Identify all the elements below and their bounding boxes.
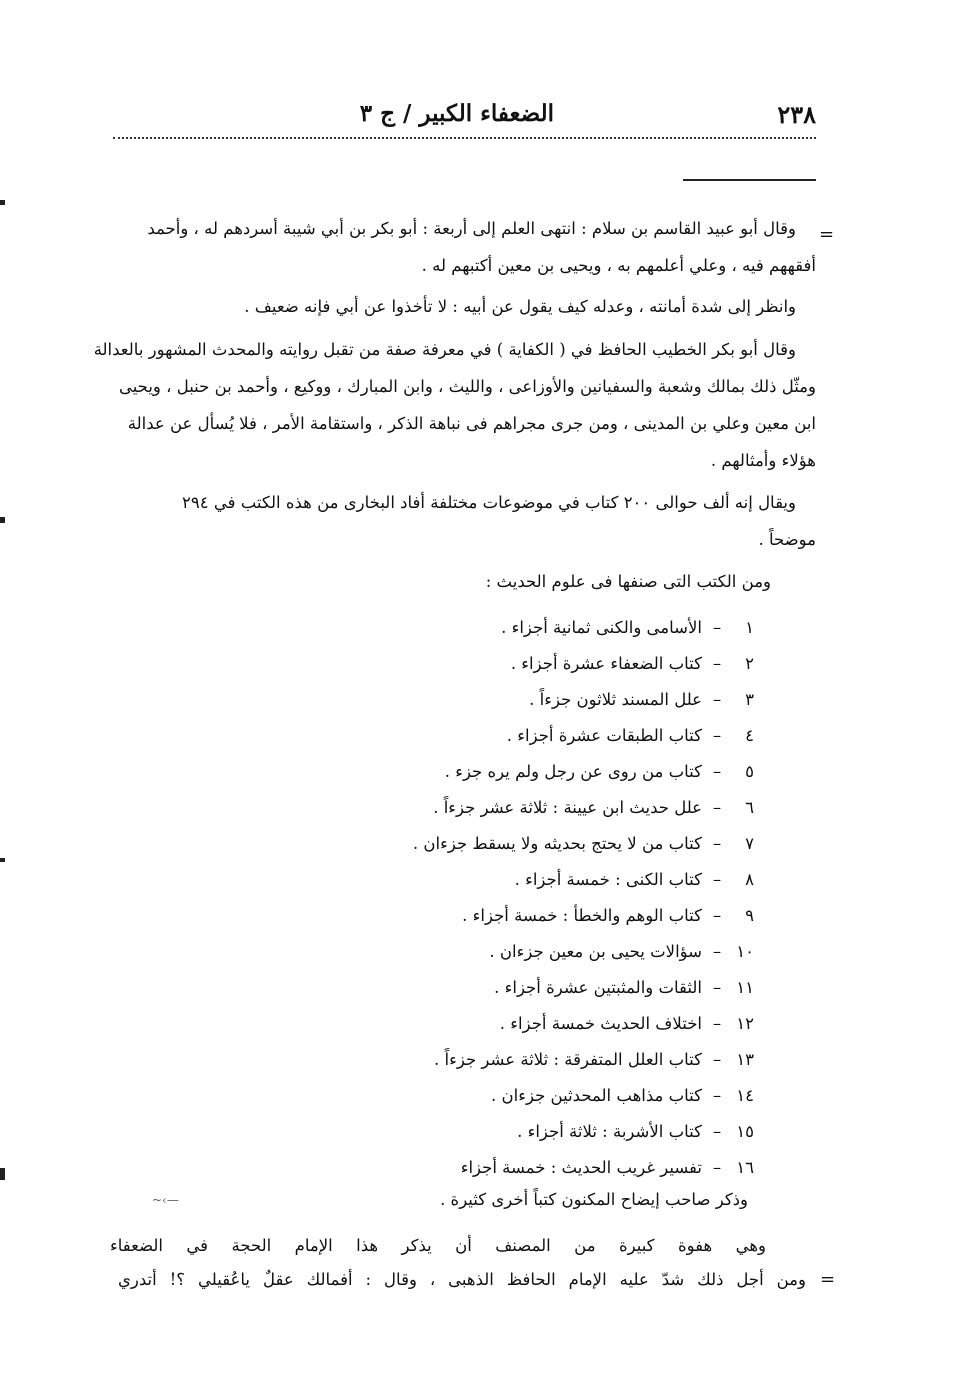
book-title-entry: كتاب الوهم والخطأ : خمسة أجزاء . bbox=[462, 906, 702, 925]
list-dash: – bbox=[712, 690, 722, 709]
book-number: ٢ bbox=[745, 654, 754, 673]
list-dash: – bbox=[712, 762, 722, 781]
book-number: ١٥ bbox=[736, 1122, 754, 1141]
book-number: ١٢ bbox=[736, 1014, 754, 1033]
list-dash: – bbox=[712, 942, 722, 961]
list-dash: – bbox=[712, 870, 722, 889]
book-list-item bbox=[445, 762, 754, 781]
scan-edge-mark bbox=[0, 517, 5, 523]
book-title-entry: الأسامى والكنى ثمانية أجزاء . bbox=[501, 618, 702, 637]
book-list-item bbox=[494, 978, 754, 997]
book-number: ٥ bbox=[745, 762, 754, 781]
book-list-item bbox=[491, 1086, 754, 1105]
list-dash: – bbox=[712, 1086, 722, 1105]
list-dash: – bbox=[712, 1158, 722, 1177]
book-number: ١٤ bbox=[736, 1086, 754, 1105]
book-list-item bbox=[434, 1050, 754, 1069]
book-number: ١ bbox=[745, 618, 754, 637]
continuation-mark-end: = bbox=[820, 1269, 836, 1290]
book-title-entry: علل المسند ثلاثون جزءاً . bbox=[529, 690, 702, 709]
book-list-item bbox=[413, 834, 754, 853]
book-list-item bbox=[507, 726, 754, 745]
book-list-item bbox=[489, 942, 754, 961]
book-title-entry: كتاب العلل المتفرقة : ثلاثة عشر جزءاً . bbox=[434, 1050, 702, 1069]
paragraph-line: وقال أبو عبيد القاسم بن سلام : انتهى العلم إلى أربعة : أبو بكر بن أبي شيبة أسردهم له ، وأحمد bbox=[147, 219, 796, 238]
book-title-entry: كتاب من لا يحتج بحديثه ولا يسقط جزءان . bbox=[412, 834, 702, 853]
book-number: ١٠ bbox=[736, 942, 754, 961]
book-number: ٤ bbox=[745, 726, 754, 745]
book-number: ١٣ bbox=[736, 1050, 754, 1069]
book-title-entry: تفسير غريب الحديث : خمسة أجزاء bbox=[460, 1158, 702, 1177]
book-list-item bbox=[462, 906, 754, 925]
list-dash: – bbox=[712, 906, 722, 925]
book-list-item bbox=[433, 798, 754, 817]
paragraph-line: ومثّل ذلك بمالك وشعبة والسفيانين والأوزاعى ، والليث ، وابن المبارك ، ووكيع ، وأحمد بن حنبل ، ويحيى bbox=[118, 377, 816, 396]
list-dash: – bbox=[712, 1122, 722, 1141]
paragraph-line: ويقال إنه ألف حوالى ٢٠٠ كتاب في موضوعات مختلفة أفاد البخارى من هذه الكتب في ٢٩٤ bbox=[181, 493, 796, 512]
book-title-entry: كتاب الكنى : خمسة أجزاء . bbox=[514, 870, 702, 889]
book-title: الضعفاء الكبير / ج ٣ bbox=[359, 100, 554, 127]
book-list-item bbox=[515, 870, 754, 889]
book-title-entry: الثقات والمثبتين عشرة أجزاء . bbox=[494, 978, 702, 997]
book-number: ١١ bbox=[736, 978, 754, 997]
paragraph-line: ومن أجل ذلك شدّ عليه الإمام الحافظ الذهبى ، وقال : أفمالك عقلٌ ياعُقيلي ؟! أتدري bbox=[118, 1270, 806, 1289]
book-number: ٨ bbox=[745, 870, 754, 889]
book-list-item bbox=[517, 1122, 754, 1141]
paragraph-line: موضحاً . bbox=[758, 530, 816, 549]
list-dash: – bbox=[712, 726, 722, 745]
paragraph-line: هؤلاء وأمثالهم . bbox=[710, 451, 816, 470]
paragraph-line: وهي هفوة كبيرة من المصنف أن يذكر هذا الإمام الحجة في الضعفاء bbox=[110, 1236, 766, 1255]
book-title-entry: علل حديث ابن عيينة : ثلاثة عشر جزءاً . bbox=[433, 798, 702, 817]
paragraph-line: وذكر صاحب إيضاح المكنون كتباً أخرى كثيرة . bbox=[440, 1190, 748, 1209]
book-number: ٦ bbox=[745, 798, 754, 817]
book-number: ٧ bbox=[745, 834, 754, 853]
paragraph-line: وانظر إلى شدة أمانته ، وعدله كيف يقول عن أبيه : لا تأخذوا عن أبي فإنه ضعيف . bbox=[244, 297, 796, 316]
book-title-entry: اختلاف الحديث خمسة أجزاء . bbox=[499, 1014, 702, 1033]
book-number: ٩ bbox=[745, 906, 754, 925]
book-list-item bbox=[500, 1014, 754, 1033]
book-title-entry: كتاب الأشربة : ثلاثة أجزاء . bbox=[517, 1122, 702, 1141]
paragraph-line: ابن معين وعلي بن المدينى ، ومن جرى مجراهم فى نباهة الذكر ، واستقامة الأمر ، فلا يُسأل عن عدالة bbox=[127, 414, 816, 433]
footnote-text bbox=[93, 0, 816, 1398]
book-title-entry: سؤالات يحيى بن معين جزءان . bbox=[489, 942, 702, 961]
scan-edge-mark bbox=[0, 1168, 5, 1180]
list-dash: – bbox=[712, 618, 722, 637]
book-list-item bbox=[529, 690, 754, 709]
list-dash: – bbox=[712, 798, 722, 817]
list-dash: – bbox=[712, 654, 722, 673]
continuation-mark-start: = bbox=[819, 224, 835, 245]
book-number: ١٦ bbox=[736, 1158, 754, 1177]
book-list-item bbox=[511, 654, 754, 673]
book-list-item bbox=[461, 1158, 754, 1177]
book-title-entry: كتاب من روى عن رجل ولم يره جزء . bbox=[444, 762, 702, 781]
scan-edge-mark bbox=[0, 858, 5, 862]
paragraph-line: وقال أبو بكر الخطيب الحافظ في ( الكفاية ) في معرفة صفة من تقبل روايته والمحدث المشهور بالعدالة bbox=[93, 340, 796, 359]
page-number: ٢٣٨ bbox=[777, 100, 816, 129]
book-title-entry: كتاب مذاهب المحدثين جزءان . bbox=[491, 1086, 702, 1105]
stray-ink-mark: ~‹— bbox=[152, 1193, 179, 1207]
list-intro: ومن الكتب التى صنفها فى علوم الحديث : bbox=[485, 572, 771, 591]
list-dash: – bbox=[712, 834, 722, 853]
list-dash: – bbox=[712, 1050, 722, 1069]
paragraph-line: أفقههم فيه ، وعلي أعلمهم به ، ويحيى بن معين أكتبهم له . bbox=[421, 256, 816, 275]
list-dash: – bbox=[712, 978, 722, 997]
scan-edge-mark bbox=[0, 200, 5, 205]
book-title-entry: كتاب الطبقات عشرة أجزاء . bbox=[506, 726, 702, 745]
book-title-entry: كتاب الضعفاء عشرة أجزاء . bbox=[510, 654, 702, 673]
book-list-item bbox=[501, 618, 754, 637]
book-number: ٣ bbox=[745, 690, 754, 709]
list-dash: – bbox=[712, 1014, 722, 1033]
